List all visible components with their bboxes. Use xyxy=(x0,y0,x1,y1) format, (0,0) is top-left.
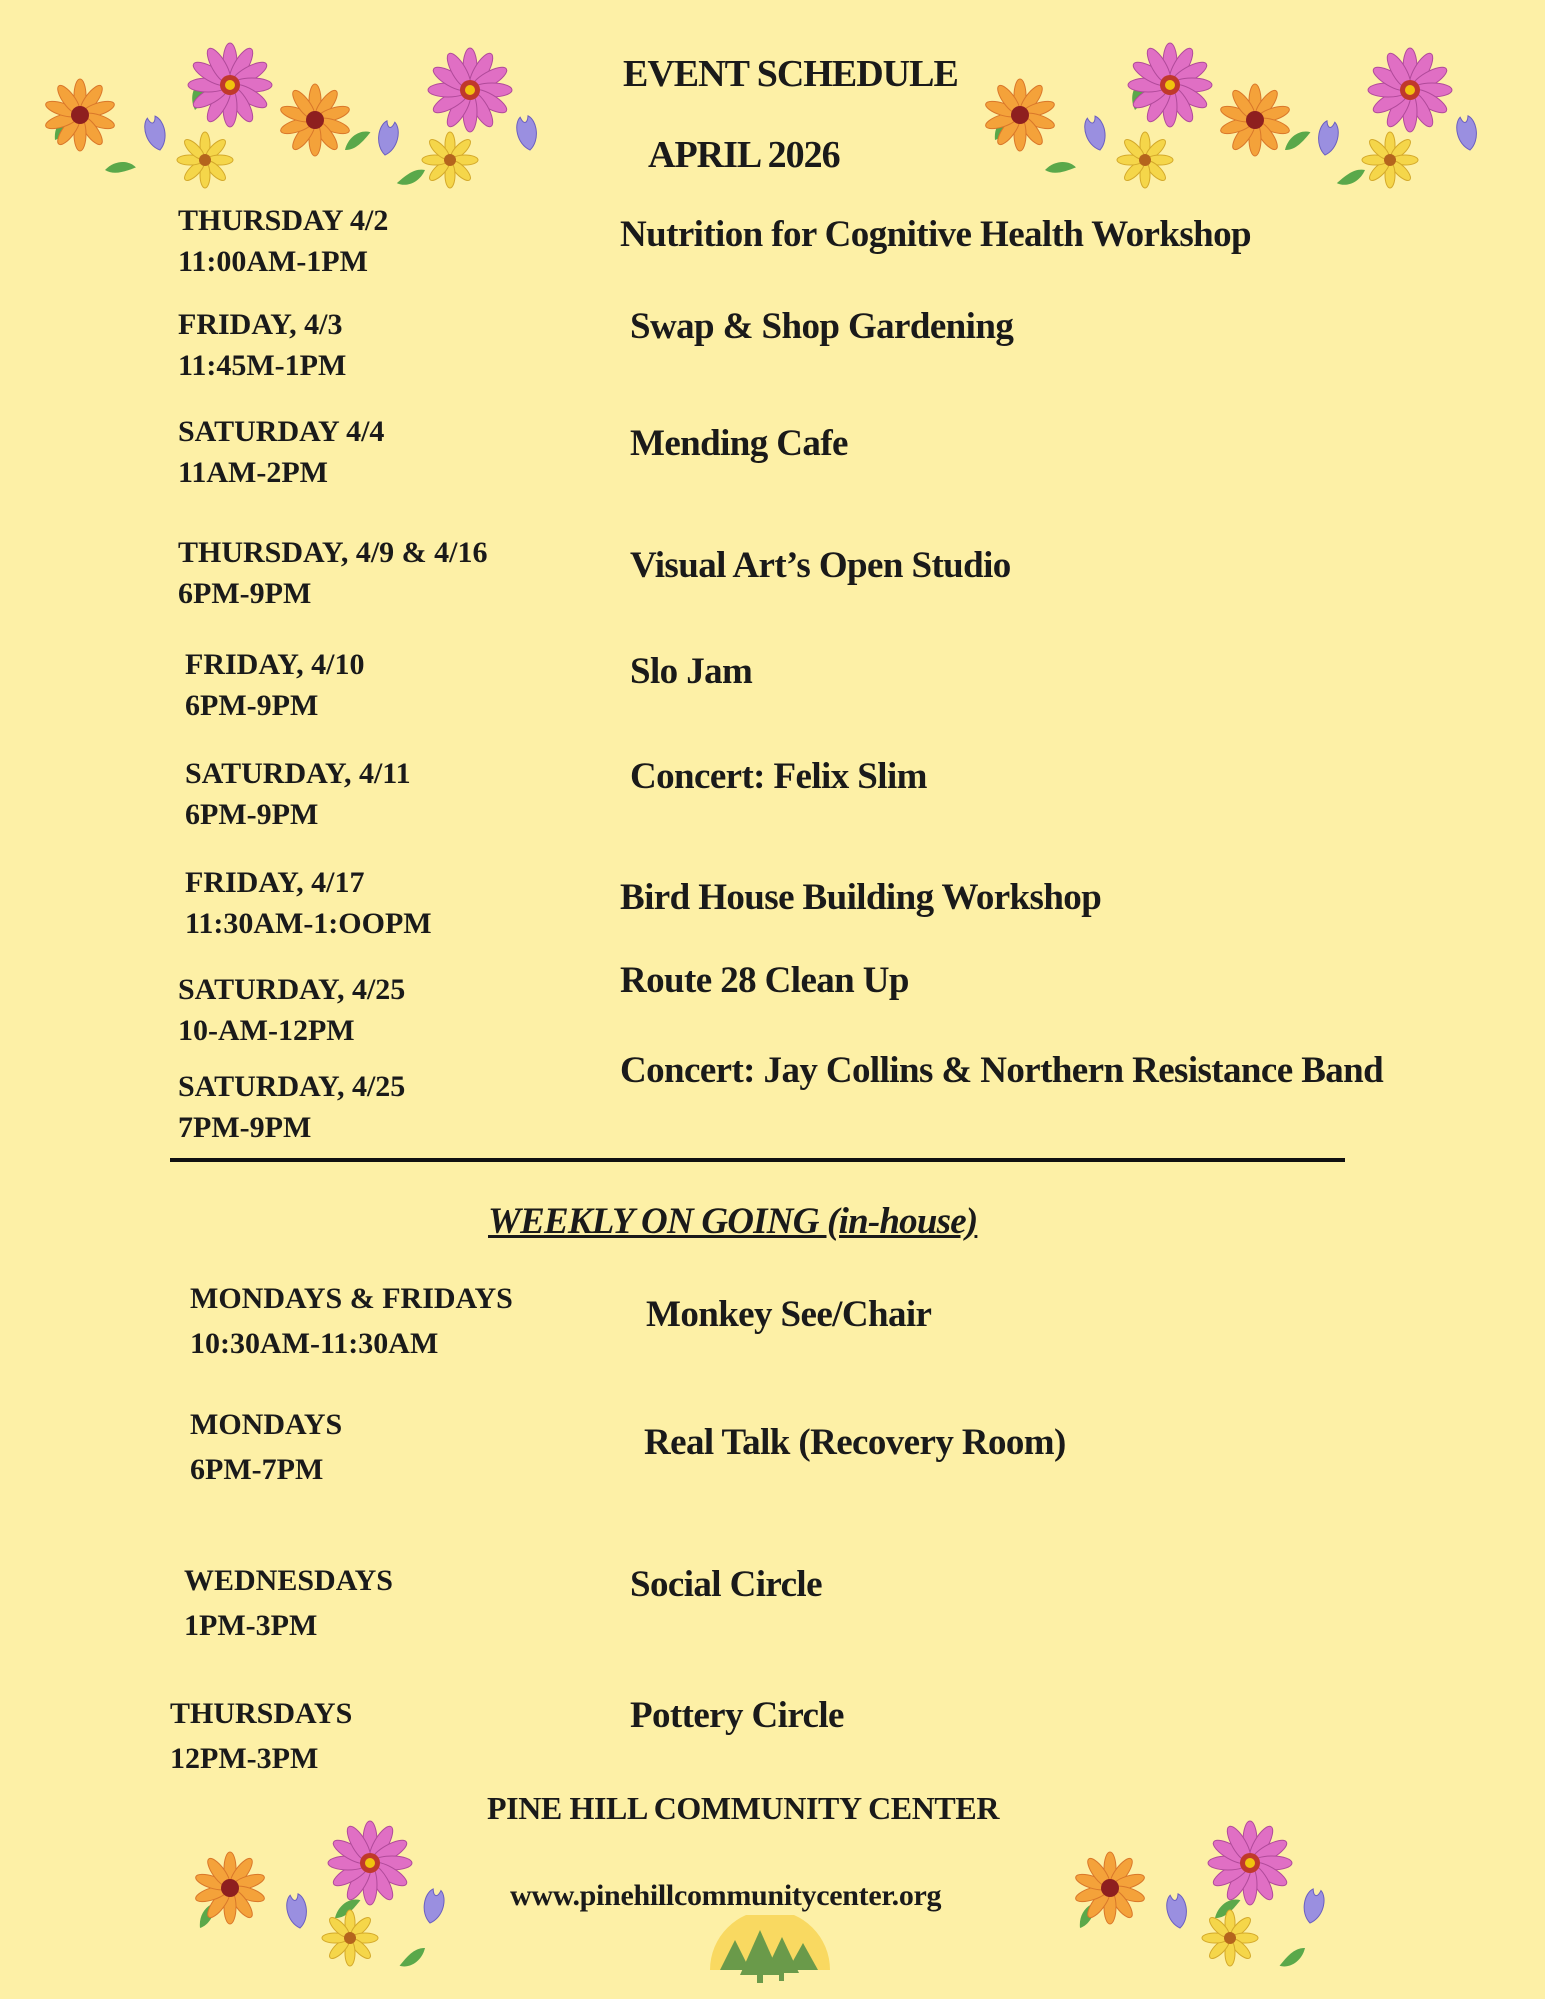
section-divider xyxy=(170,1158,1345,1162)
weekly-event-name: Monkey See/Chair xyxy=(646,1294,932,1335)
weekly-day: MONDAYS & FRIDAYS 10:30AM-11:30AM xyxy=(190,1282,513,1360)
weekly-event-name: Social Circle xyxy=(630,1564,822,1605)
event-day: FRIDAY, 4/17 11:30AM-1:OOPM xyxy=(185,866,432,940)
event-name: Concert: Felix Slim xyxy=(630,756,927,797)
organization-name: PINE HILL COMMUNITY CENTER xyxy=(487,1790,1000,1826)
event-name: Concert: Jay Collins & Northern Resistance Band xyxy=(620,1050,1384,1091)
flower-border-bottom-right-icon xyxy=(1075,1818,1345,1963)
event-day: FRIDAY, 4/3 11:45M-1PM xyxy=(178,308,347,382)
flower-border-bottom-left-icon xyxy=(195,1818,465,1963)
flower-border-top-right-icon xyxy=(985,40,1505,185)
schedule-month: APRIL 2026 xyxy=(648,134,840,176)
event-day: SATURDAY, 4/25 10-AM-12PM xyxy=(178,973,406,1047)
event-day: THURSDAY, 4/9 & 4/16 6PM-9PM xyxy=(178,536,488,610)
event-day: SATURDAY 4/4 11AM-2PM xyxy=(178,415,385,489)
event-day: THURSDAY 4/2 11:00AM-1PM xyxy=(178,204,389,278)
schedule-title: EVENT SCHEDULE xyxy=(623,53,958,95)
event-name: Mending Cafe xyxy=(630,423,848,464)
event-name: Route 28 Clean Up xyxy=(620,960,909,1001)
event-day: SATURDAY, 4/25 7PM-9PM xyxy=(178,1070,406,1144)
event-name: Slo Jam xyxy=(630,651,753,692)
pine-trees-logo-icon xyxy=(690,1915,850,1985)
event-day: SATURDAY, 4/11 6PM-9PM xyxy=(185,757,411,831)
weekly-event-name: Real Talk (Recovery Room) xyxy=(644,1422,1066,1463)
weekly-day: THURSDAYS 12PM-3PM xyxy=(170,1697,353,1775)
event-day: FRIDAY, 4/10 6PM-9PM xyxy=(185,648,365,722)
event-name: Swap & Shop Gardening xyxy=(630,306,1014,347)
weekly-day: MONDAYS 6PM-7PM xyxy=(190,1408,343,1486)
event-name: Visual Art’s Open Studio xyxy=(630,545,1011,586)
weekly-heading: WEEKLY ON GOING (in-house) xyxy=(488,1201,978,1242)
event-name: Bird House Building Workshop xyxy=(620,877,1102,918)
website-link[interactable]: www.pinehillcommunitycenter.org xyxy=(510,1879,942,1912)
flower-border-top-left-icon xyxy=(45,40,565,185)
weekly-event-name: Pottery Circle xyxy=(630,1695,844,1736)
event-name: Nutrition for Cognitive Health Workshop xyxy=(620,214,1252,255)
weekly-day: WEDNESDAYS 1PM-3PM xyxy=(184,1564,393,1642)
